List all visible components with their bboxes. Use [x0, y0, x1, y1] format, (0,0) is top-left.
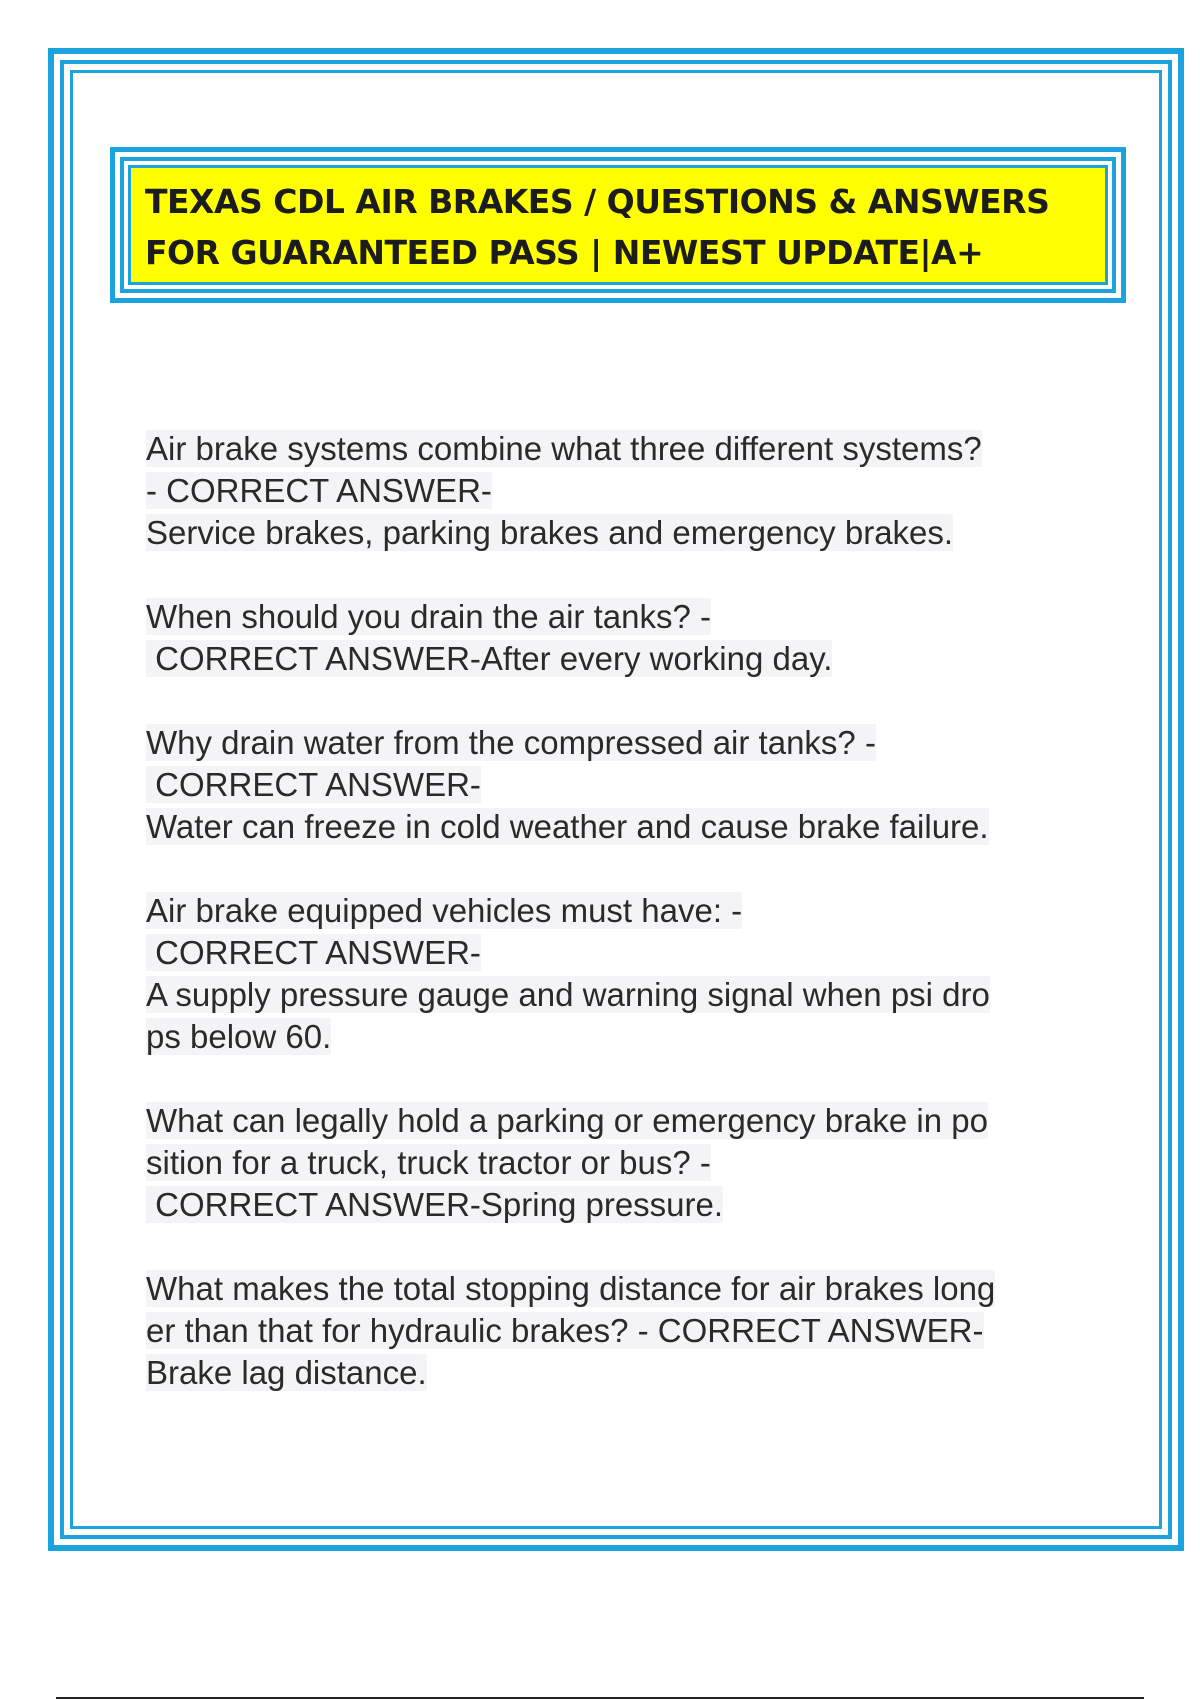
qa-line: ps below 60. — [146, 1018, 332, 1055]
qa-line: Brake lag distance. — [146, 1354, 427, 1391]
qa-line: er than that for hydraulic brakes? - CORRECT ANSWER- — [146, 1312, 984, 1349]
qa-line: Why drain water from the compressed air tanks? - — [146, 724, 876, 761]
title-line-2: FOR GUARANTEED PASS | NEWEST UPDATE|A+ — [145, 233, 984, 272]
qa-line: CORRECT ANSWER- — [146, 934, 481, 971]
qa-item-4 — [146, 890, 1096, 1058]
qa-line: sition for a truck, truck tractor or bus? - — [146, 1144, 711, 1181]
qa-line: Air brake systems combine what three different systems? — [146, 430, 982, 467]
qa-item-1 — [146, 428, 1096, 554]
qa-line: What can legally hold a parking or emergency brake in po — [146, 1102, 988, 1139]
qa-line: Water can freeze in cold weather and cause brake failure. — [146, 808, 989, 845]
qa-line: CORRECT ANSWER- — [146, 766, 481, 803]
qa-item-2 — [146, 596, 1096, 680]
qa-list — [146, 428, 1096, 1436]
title-box-frame — [120, 157, 1116, 293]
title-line-1: TEXAS CDL AIR BRAKES / QUESTIONS & ANSWERS — [145, 182, 1050, 221]
qa-line: CORRECT ANSWER-Spring pressure. — [146, 1186, 724, 1223]
qa-line: When should you drain the air tanks? - — [146, 598, 711, 635]
qa-item-6 — [146, 1268, 1096, 1394]
qa-line: CORRECT ANSWER-After every working day. — [146, 640, 833, 677]
qa-line: - CORRECT ANSWER- — [146, 472, 492, 509]
qa-line: Air brake equipped vehicles must have: - — [146, 892, 743, 929]
title-box — [110, 147, 1126, 303]
bottom-rule — [56, 1697, 1144, 1699]
qa-line: Service brakes, parking brakes and emergency brakes. — [146, 514, 954, 551]
qa-line: What makes the total stopping distance for air brakes long — [146, 1270, 996, 1307]
qa-line: A supply pressure gauge and warning signal when psi dro — [146, 976, 990, 1013]
document-title — [145, 176, 1095, 278]
title-box-highlight — [128, 165, 1108, 285]
qa-item-5 — [146, 1100, 1096, 1226]
qa-item-3 — [146, 722, 1096, 848]
